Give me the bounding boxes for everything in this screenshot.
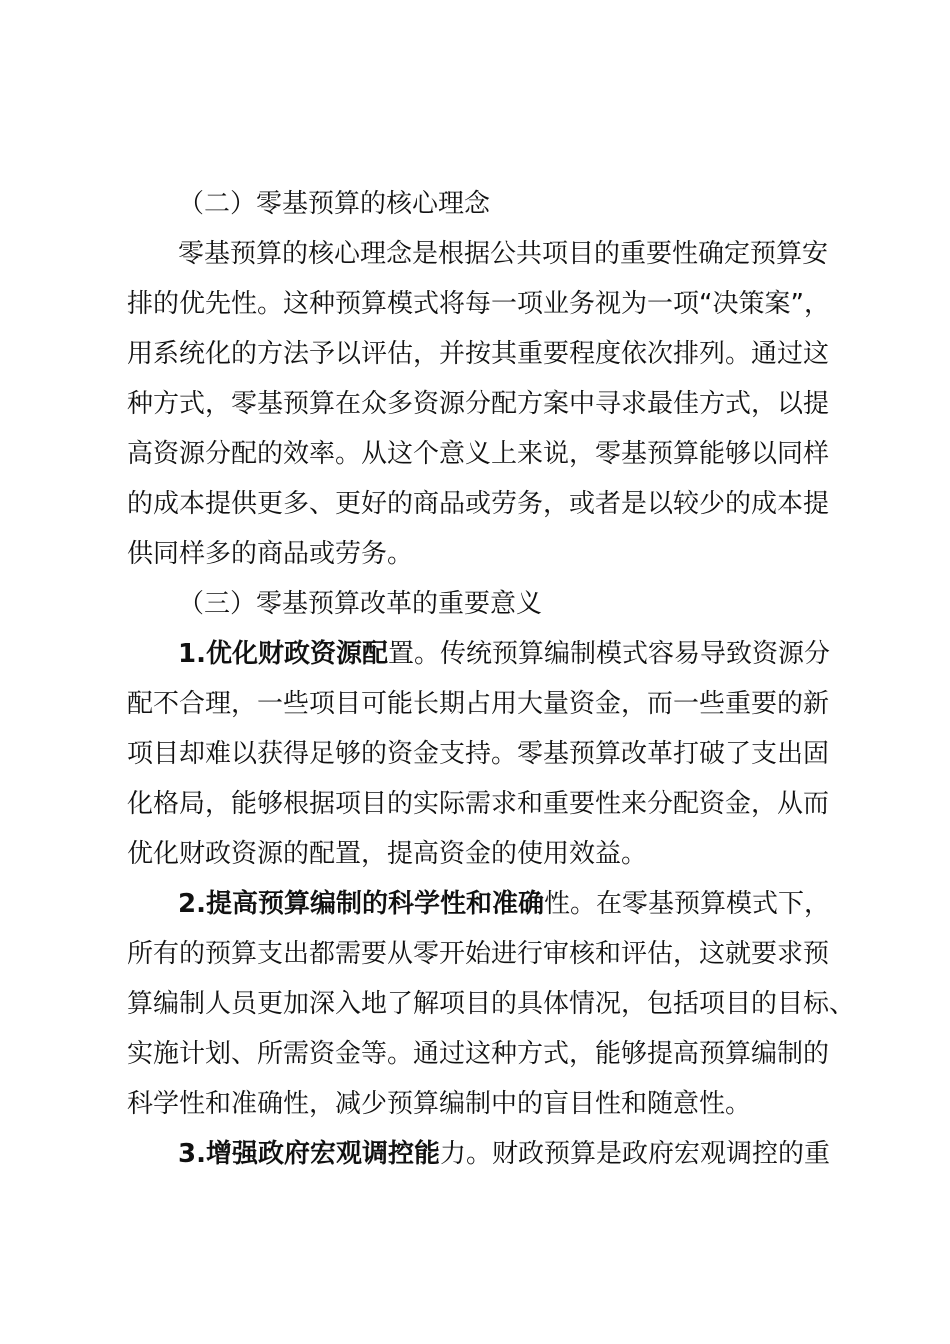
item-1-rest: 置。传统预算编制模式容易导致资源分 [387,639,830,669]
section-heading-3: （三）零基预算改革的重要意义 [178,589,543,619]
paragraph-line: 化格局，能够根据项目的实际需求和重要性来分配资金，从而 [127,789,830,819]
item-3-lead: 3.增强政府宏观调控能 [178,1139,440,1169]
item-2-lead: 2.提高预算编制的科学性和准确 [178,889,544,919]
item-3-rest: 力。财政预算是政府宏观调控的重 [439,1139,830,1169]
item-2-rest: 性。在零基预算模式下， [543,889,830,919]
paragraph-line: 所有的预算支出都需要从零开始进行审核和评估，这就要求预 [127,939,830,969]
paragraph-line: 配不合理，一些项目可能长期占用大量资金，而一些重要的新 [127,689,830,719]
section-heading-2: （二）零基预算的核心理念 [178,189,491,219]
paragraph-line: 高资源分配的效率。从这个意义上来说，零基预算能够以同样 [127,439,830,469]
paragraph-line: 用系统化的方法予以评估，并按其重要程度依次排列。通过这 [127,339,830,369]
paragraph-line: 零基预算的核心理念是根据公共项目的重要性确定预算安 [178,239,829,269]
paragraph-line: 科学性和准确性，减少预算编制中的盲目性和随意性。 [127,1089,752,1119]
item-3-first-line [178,1136,830,1172]
paragraph-line: 实施计划、所需资金等。通过这种方式，能够提高预算编制的 [127,1039,830,1069]
item-1-first-line [178,636,830,672]
paragraph-line: 供同样多的商品或劳务。 [127,539,414,569]
paragraph-line: 的成本提供更多、更好的商品或劳务，或者是以较少的成本提 [127,489,830,519]
paragraph-line: 排的优先性。这种预算模式将每一项业务视为一项“决策案”， [127,289,830,319]
paragraph-line: 项目却难以获得足够的资金支持。零基预算改革打破了支出固 [127,739,830,769]
paragraph-line: 种方式，零基预算在众多资源分配方案中寻求最佳方式，以提 [127,389,830,419]
paragraph-line: 算编制人员更加深入地了解项目的具体情况，包括项目的目标、 [127,989,856,1019]
item-1-lead: 1.优化财政资源配 [178,639,388,669]
item-2-first-line [178,886,830,922]
paragraph-line: 优化财政资源的配置，提高资金的使用效益。 [127,839,648,869]
